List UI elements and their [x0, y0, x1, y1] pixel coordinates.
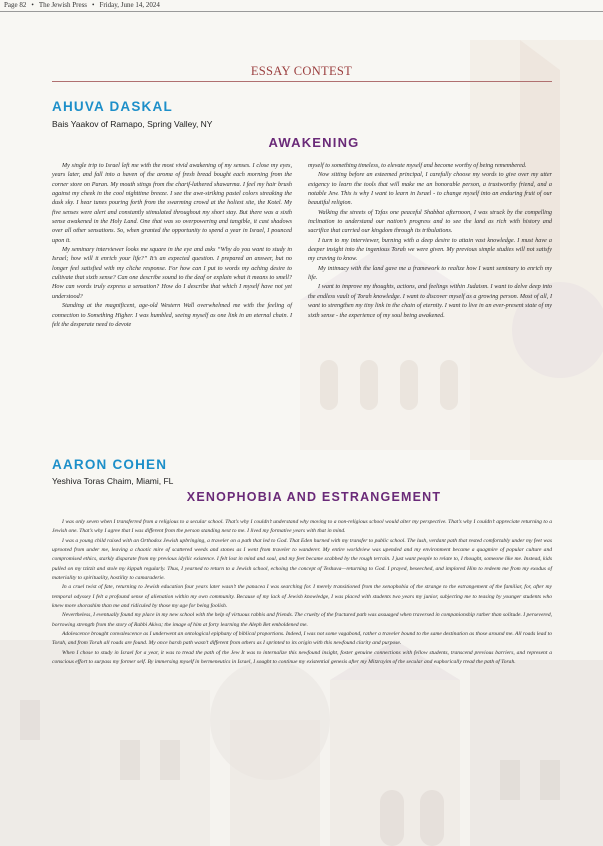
- folio-separator: •: [31, 1, 34, 9]
- essay-title: AWAKENING: [268, 135, 360, 150]
- essay-paragraph: Now sitting before an esteemed principal, I carefully choose my words to give over my utter exigency to learn the tools that will make me an honorable person, a trustworthy friend, and a notable Jew. This is why I want to learn in Israel - to change myself into an enduring fruit of our beautiful religion.: [308, 172, 552, 207]
- essay-school: Yeshiva Toras Chaim, Miami, FL: [52, 476, 174, 486]
- essay-body: [52, 518, 552, 668]
- essay-paragraph: I turn to my interviewer, burning with a deep desire to attain vast knowledge. I must have a deeper insight into the ingenious Torah we were given. My previous simple studies will not satisfy my craving to know.: [308, 237, 552, 263]
- essay-column-left: [52, 162, 292, 330]
- essay-paragraph: Adolescence brought convalescence as I underwent an ontological epiphany of biblical proportions. Indeed, I was not some vagabond, rather a traveler bound to the same destination as those around me. All roads lead to Torah, and from Torah all roads are found. My once harsh path wasn’t different from others as I sprinted to its origin with this newfound clarity and purpose.: [52, 631, 552, 647]
- essay-paragraph: In a cruel twist of fate, returning to Jewish education four years later wasn’t the panacea I was searching for. I merely transitioned from the xenophobia of the strange to the estrangement of the familiar, for, after my temporal odyssey I felt a profound sense of alienation within my own community. Because of my lack of Jewish knowledge, I was placed with students two years my junior, subjecting me to teasing by younger students who knew more shorashim than me and ridiculed by those my age for being foolish.: [52, 584, 552, 610]
- essay-paragraph: Walking the streets of Tzfas one peaceful Shabbat afternoon, I was struck by the compelling inclination to understand our nation’s progress and to see the land as rich with history and sacrifice that carried our kingdom through its tribulations.: [308, 209, 552, 235]
- essay-paragraph: myself to something timeless, to elevate myself and become worthy of being remembered.: [308, 163, 527, 169]
- essay-author: AARON COHEN: [52, 457, 168, 472]
- page-number: Page 82: [4, 1, 27, 9]
- essay-paragraph: My single trip to Israel left me with the most vivid awakening of my senses. I close my eyes, years later, and fall into a haven of the aroma of fresh bread bought each morning from the corner store on Paran. My mouth stings from the charif-lathered shawarma. I feel my hair brush against my cheek in the cool nighttime breeze. I see the awe-striking pastel colors streaking the dusk sky. I hear tunes pouring forth from the swarming crowd at the holiest site, the Kotel. My five senses were alert and constantly stimulated throughout my short stay. But there was a sixth sense awakened in the Holy Land. One that was so overpowering and tangible, it cast shadows over all other sensations. So, when granted the opportunity to spend a year in Israel, I pounced upon it.: [52, 163, 292, 244]
- essay-paragraph: I want to improve my thoughts, actions, and feelings within Judaism. I want to delve deep into the endless vault of Torah knowledge. I want to discover myself as a growing person. Most of all, I want to strengthen my tiny link in the chain of eternity. I want to live in an ever-present state of my sixth sense - the experience of my soul being awakened.: [308, 284, 552, 319]
- essay-title: XENOPHOBIA AND ESTRANGEMENT: [186, 490, 442, 504]
- section-divider: [52, 81, 552, 82]
- essay-school: Bais Yaakov of Ramapo, Spring Valley, NY: [52, 119, 213, 129]
- essay-author: AHUVA DASKAL: [52, 99, 173, 114]
- essay-paragraph: Standing at the magnificent, age-old Western Wall overwhelmed me with the feeling of connection to Something Higher. I was humbled, seeing myself as one link in an eternal chain. I felt the desperate need to devote: [52, 303, 292, 328]
- essay-paragraph: I was only seven when I transferred from a religious to a secular school. That’s why I couldn’t understand why moving to a non-religious school would alter my perspective. That’s why I couldn’t appreciate returning to a Jewish one. That’s why I agree that I was different from the person standing next to me. I lived my formative years with that in mind.: [52, 519, 552, 535]
- essay-column-right: [308, 162, 552, 321]
- essay-paragraph: When I chose to study in Israel for a year, it was to tread the path of the Jew It was to internalize this newfound insight, foster genuine connections with fellow students, transcend previous barriers, and represent a conscious effort to surpass my former self. By immersing myself in hermeneutics in Israel, I sought to continue my existential genesis after my Mitzrayim of the secular and euphorically tread the path of Torah.: [52, 649, 552, 666]
- publication-name: The Jewish Press: [38, 1, 88, 9]
- essay-paragraph: Nevertheless, I eventually found my place in my new school with the help of virtuous rabbis and friends. The cruelty of the fractured path was assuaged when traversed in companionship rather than solitude. I persevered, borrowing strength from the story of Rabbi Akiva; the image of him at forty learning the Aleph Bet emboldened me.: [52, 612, 552, 628]
- essay-paragraph: I was a young child raised with an Orthodox Jewish upbringing, a traveler on a path that led to God. That Eden hurned with my transfer to public school. The lush, verdant path that rested comfortably under my feet was uprooted from under me, leaving a chaotic mire of scattered weeds and stones as I went from traveler to wanderer. My entire worldview was upended and my environment became a quagmire of popular culture and compromised ethics, starkly disparate from my previous idyllic existence. I felt lost in mind and soul, and my feet became scabbed by the rough terrain. I just want people to relate to, I thought, someone like me. Instead, kids pulled on my tzitzit and stole my kippah regularly. Thus, I yearned to return to a Jewish school, echoing the concept of Teshuva—returning to God. I prayed, beseeched, and implored Him to redeem me from my exodus of materiality to spirituality, hostility to camaraderie.: [52, 537, 552, 582]
- issue-date: Friday, June 14, 2024: [99, 1, 160, 9]
- section-title: ESSAY CONTEST: [250, 64, 353, 78]
- page-folio: [4, 1, 160, 9]
- folio-separator: •: [92, 1, 95, 9]
- essay-paragraph: My seminary interviewer looks me square in the eye and asks “Why do you want to study in Israel; how will it enrich your life?” It’s an expected question. I prepared an answer, but no longer feel satisfied with my cliche response. For how can I put to words my aching desire to cultivate that sixth sense? Can one describe sound to the deaf or explain what it means to smell? How can words truly express a sensation? How do I describe that which I myself have not yet understood?: [52, 247, 292, 300]
- essay-paragraph: My intimacy with the land gave me a framework to realize how I want seminary to enrich my life.: [308, 265, 552, 282]
- folio-divider: [0, 11, 603, 12]
